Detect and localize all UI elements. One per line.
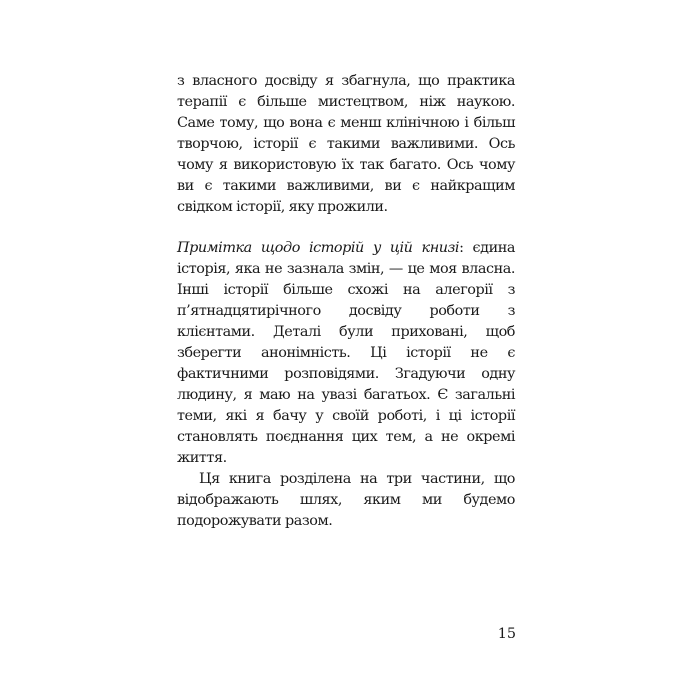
note-heading: Примітка щодо історій у цій книзі <box>177 240 460 256</box>
page-number: 15 <box>497 626 516 642</box>
note-text: : єдина історія, яка не зазнала змін, — це моя власна. Інші історії більше схожі на алегорії з п’ятнадцятирічного досвіду роботи з клієнтами. Деталі були приховані, щоб зберегти анонімність. Ці історії не є фактичними розповідями. Згадуючи одну людину, я маю на увазі багатьох. Є загальні теми, які я бачу у своїй роботі, і ці історії становлять поєднання цих тем, а не окремі життя. <box>177 240 515 466</box>
page-body <box>177 71 515 532</box>
paragraph-structure: Ця книга розділена на три частини, що відображають шлях, яким ми будемо подорожувати разом. <box>177 471 515 529</box>
paragraph-note <box>177 238 515 469</box>
paragraph-intro: з власного досвіду я збагнула, що практика терапії є більше мистецтвом, ніж наукою. Саме тому, що вона є менш клінічною і більш творчою, історії є такими важливими. Ось чому я використовую їх так багато. Ось чому ви є такими важливими, ви є найкращим свідком історії, яку прожили. <box>177 73 515 215</box>
paragraph-gap <box>177 218 515 238</box>
